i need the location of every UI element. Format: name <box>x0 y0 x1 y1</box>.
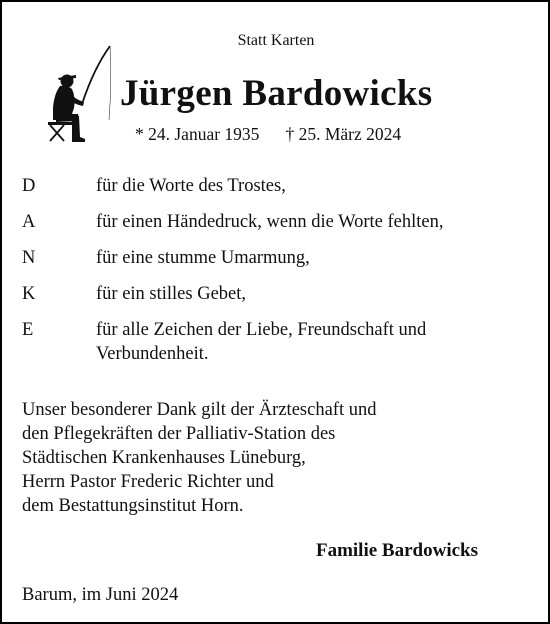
life-dates <box>135 124 401 145</box>
thanks-line: Unser besonderer Dank gilt der Ärzteschaft und <box>22 400 377 420</box>
thanks-line: den Pflegekräften der Palliativ-Station des <box>22 424 336 444</box>
danke-letter: D <box>22 176 36 196</box>
thanks-line: dem Bestattungsinstitut Horn. <box>22 496 244 516</box>
thanks-line: Städtischen Krankenhauses Lüneburg, <box>22 448 306 468</box>
birth-date: * 24. Januar 1935 <box>135 124 260 144</box>
danke-row <box>22 246 542 270</box>
danke-text: für einen Händedruck, wenn die Worte fehlten, <box>96 212 444 232</box>
death-date: † 25. März 2024 <box>285 124 402 144</box>
danke-letter: N <box>22 248 36 268</box>
danke-row <box>22 210 542 234</box>
special-thanks <box>22 398 532 518</box>
danke-letter: K <box>22 284 36 304</box>
danke-letter: E <box>22 320 34 340</box>
family-signature: Familie Bardowicks <box>315 540 478 561</box>
deceased-name: Jürgen Bardowicks <box>120 73 433 114</box>
danke-text: für eine stumme Umarmung, <box>96 248 310 268</box>
fisherman-icon <box>38 42 118 142</box>
danke-text: für alle Zeichen der Liebe, Freundschaft und Verbundenheit. <box>96 320 427 364</box>
danke-text: für die Worte des Trostes, <box>96 176 286 196</box>
danke-letter: A <box>22 212 36 232</box>
danke-row <box>22 282 542 306</box>
danke-row <box>22 174 542 198</box>
statt-karten-label: Statt Karten <box>237 32 315 49</box>
danke-text: für ein stilles Gebet, <box>96 284 247 304</box>
thanks-line: Herrn Pastor Frederic Richter und <box>22 472 274 492</box>
place-date: Barum, im Juni 2024 <box>22 585 179 605</box>
danke-list <box>22 174 542 378</box>
danke-row <box>22 318 542 366</box>
